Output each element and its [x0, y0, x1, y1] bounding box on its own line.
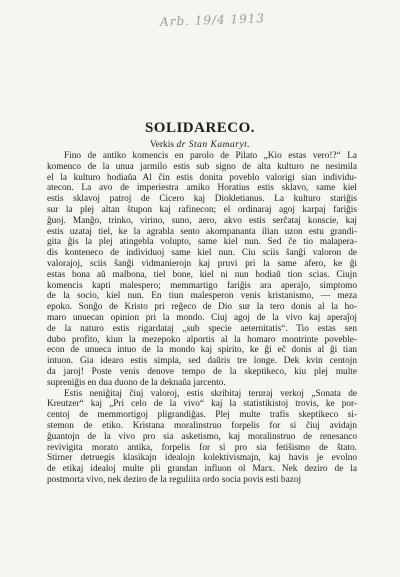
- article-title: SOLIDARECO.: [144, 120, 256, 136]
- text-line: ĝuantojn de la vivo pro sia asketismo, kaj moralinstruo de renesanco: [47, 431, 357, 442]
- text-line: de etikaj idealoj multe pli grandan influon ol Marx. Nek deziro de la: [47, 464, 357, 475]
- text-line: sur la plej altan ŝtupon kaj rafinecon; el ordinaraj agoj karpaj fariĝis: [47, 204, 357, 215]
- text-line: Stirner detruegis klasikajn idealojn kolektivismajn, kaj havis je evolno: [47, 453, 357, 464]
- text-line: stemon de etiko. Kristana moralinstruo forpelis for si ĉiuj avidajn: [47, 420, 357, 431]
- text-line: dis konteneco de individuoj same kiel nun. Ĉiu sciis ŝanĝi valoron de: [47, 248, 357, 259]
- text-line: da jaroj! Poste venis denove tempo de la skeptikeco, kiu plej multe: [47, 366, 357, 377]
- text-line: maro unuecan opinion pri la mondo. Ĉiuj agoj de la vivo kaj aperaĵoj: [47, 312, 357, 323]
- handwritten-date-stamp: Arb. 19/4 1913: [159, 11, 266, 29]
- text-line: centoj de memmortigoj pligrandiĝas. Plej multe trafis skeptikeco si-: [47, 410, 357, 421]
- text-line: Kreutzer“ kaj „Pri celo de la vivo“ kaj la statistikistoj trovis, ke por-: [47, 399, 357, 410]
- paragraph-2: [47, 389, 357, 486]
- text-line: gita ĝis la plej atingebla volupto, same kiel nun. Sed ĉe tio malapera-: [47, 237, 357, 248]
- text-line: epoko. Sonĝo de Kristo pri reĝeco de Dio sur la tero donis al la ho-: [47, 302, 357, 313]
- text-line: estis sklavoj patroj de Cicero kaj Diokletianus. La kulturo stariĝis: [47, 194, 357, 205]
- text-line: Estis neniĝitaj ĉiuj valoroj, estis skribitaj teruraj verkoj „Sonata de: [64, 388, 357, 399]
- text-line: de la naturo estis rigardataj „sub specie aeternitatis“. Tio estas sen: [47, 323, 357, 334]
- text-line: komenco de la unua jarmilo estis sub signo de alta kulturo ne nesimila: [47, 161, 357, 172]
- paragraph-1: [47, 151, 357, 389]
- text-line: econ de unueca intuo de la mondo kaj spirito, ke ĝi eĉ donis al ĝi tian: [47, 345, 357, 356]
- text-line: valorajoj, sciis ŝanĝi vidmanierojn kaj pruvi pri la same afero, ke ĝi: [47, 258, 357, 269]
- text-line: ĝuoj. Manĝo, trinko, virino, suno, aero, akvo estis serĉataj konscie, kaj: [47, 215, 357, 226]
- text-line: dubo profito, kiun la mezepoko alportis al la homaro montrinte poveble-: [47, 334, 357, 345]
- text-line: atecon. La avo de imperiestra amiko Horatius estis sklavo, same kiel: [47, 183, 357, 194]
- text-line: estis uzataj tiel, ke la agrabla sento akompananta ilian uzon estu grandi-: [47, 226, 357, 237]
- text-line: revivigita morato antika, forpelis for si pro sia fetiŝismo de ŝtato.: [47, 442, 357, 453]
- article-body: [47, 151, 357, 486]
- text-line: postmorta vivo, nek deziro de la reguliita ordo socia povis esti bazoj: [47, 474, 302, 485]
- text-line: supreniĝis en dua duono de la deknaŭa jarcento.: [47, 377, 226, 388]
- byline-prefix: Verkis: [149, 140, 175, 150]
- text-line: estas bona aŭ malbona, tiel bone, kiel ni nun hodiaŭ tion scias. Ĉiujn: [47, 269, 357, 280]
- text-line: intuon. Ĝia idearo estis simpla, sed daŭris tre longe. Dek kvin centojn: [47, 356, 357, 367]
- text-line: komencis kapti malespero; memmartigo fariĝis ara aperaĵo, simptomo: [47, 280, 357, 291]
- text-line: Fino de antiko komencis en parolo de Pilato „Kio estas vero!?“ La: [64, 151, 357, 161]
- text-line: de la socio, kiel nun. En tiun malesperon venis kristanismo, — meza: [47, 291, 357, 302]
- text-line: el la kulturo hodiaŭa Al ĉin estis donita poveblo valorigi sian individu-: [47, 172, 357, 183]
- author-name: dr Stan Kamaryt.: [176, 140, 251, 150]
- byline: [0, 140, 400, 150]
